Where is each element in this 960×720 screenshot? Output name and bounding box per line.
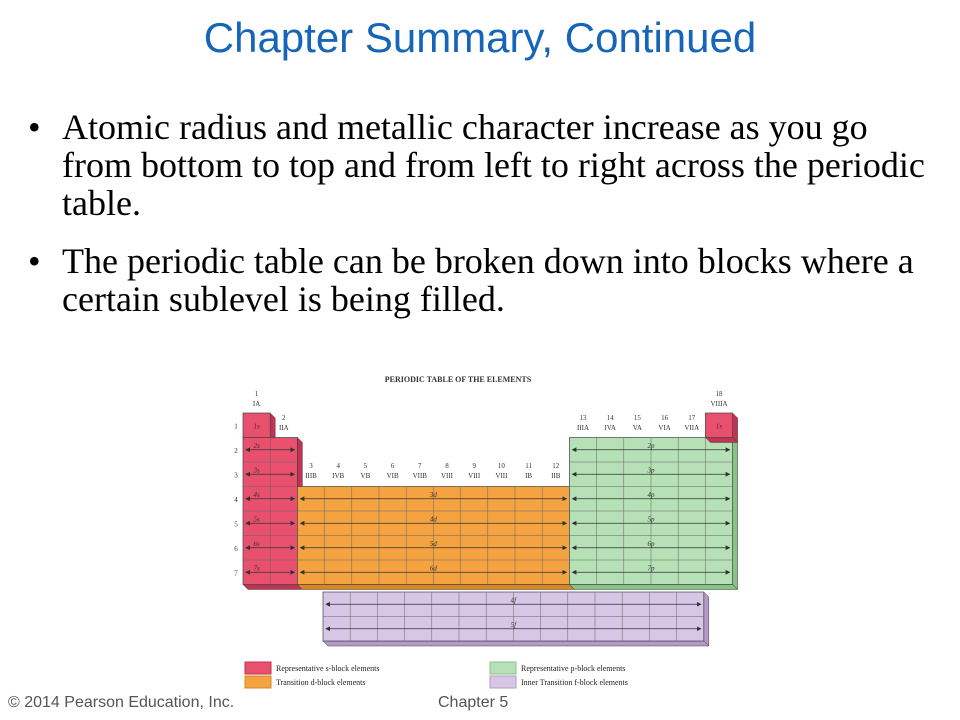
group-number-label: 11: [525, 462, 532, 470]
period-number-label: 3: [234, 471, 238, 480]
p-block-bottom: [569, 585, 737, 590]
f-block-bottom: [323, 641, 709, 646]
f-block-side: [704, 592, 709, 646]
group-number-label: 12: [552, 462, 560, 470]
group-number-label: 18: [715, 390, 723, 398]
group-roman-label: IIIB: [305, 472, 317, 480]
group-number-label: 16: [661, 414, 669, 422]
s-block-label: 6s: [253, 539, 260, 548]
legend-swatch: [245, 662, 271, 674]
group-roman-label: VB: [360, 472, 371, 480]
group-number-label: 5: [363, 462, 368, 470]
group-roman-label: VA: [632, 424, 643, 432]
group-number-label: 17: [688, 414, 696, 422]
p-block-label: 3p: [647, 466, 655, 475]
group-number-label: 6: [390, 462, 395, 470]
s-block-label: 3s: [253, 466, 260, 475]
period-number-label: 4: [234, 495, 238, 504]
group-number-label: 4: [336, 462, 340, 470]
he-block-label: 1s: [715, 422, 723, 431]
p-block-side: [733, 438, 738, 590]
bullet-text: The periodic table can be broken down into blocks where a certain sublevel is being filled.: [62, 241, 914, 319]
group-number-label: 14: [606, 414, 614, 422]
group-number-label: 2: [282, 414, 286, 422]
copyright-notice: © 2014 Pearson Education, Inc.: [8, 694, 235, 711]
chapter-label: Chapter 5: [438, 694, 509, 711]
group-roman-label: VIIA: [684, 424, 700, 432]
group-roman-label: IIB: [551, 472, 561, 480]
f-block-label: 5f: [510, 620, 517, 629]
p-block-label: 4p: [647, 490, 655, 499]
slide-title: Chapter Summary, Continued: [203, 14, 757, 61]
group-roman-label: IIIA: [576, 424, 590, 432]
group-number-label: 15: [633, 414, 641, 422]
group-number-label: 7: [418, 462, 422, 470]
bullet-dot-icon: •: [28, 107, 41, 147]
legend-label: Inner Transition f-block elements: [521, 678, 628, 687]
s-block-label: 4s: [253, 490, 260, 499]
p-block-label: 6p: [647, 539, 655, 548]
group-roman-label: VIII: [440, 472, 454, 480]
s-block-label: 1s: [253, 422, 260, 431]
period-number-label: 5: [234, 520, 238, 529]
bullet-dot-icon: •: [28, 241, 41, 281]
group-roman-label: VIII: [468, 472, 481, 480]
s-block-label: 5s: [253, 515, 260, 524]
group-number-label: 9: [472, 462, 476, 470]
f-block-label: 4f: [510, 596, 517, 605]
s-block-label: 2s: [253, 441, 260, 450]
group-roman-label: IA: [252, 400, 261, 408]
p-block-label: 5p: [647, 515, 655, 524]
group-roman-label: VIIB: [412, 472, 427, 480]
period-number-label: 2: [234, 446, 238, 455]
period-number-label: 7: [234, 569, 238, 578]
s-block-label: 7s: [253, 564, 260, 573]
group-number-label: 13: [579, 414, 587, 422]
s-block-bottom: [243, 585, 302, 590]
period-number-label: 6: [234, 544, 238, 553]
period-number-label: 1: [234, 422, 238, 431]
periodic-table-title: PERIODIC TABLE OF THE ELEMENTS: [384, 375, 532, 384]
group-roman-label: IVA: [604, 424, 616, 432]
d-block-bottom: [297, 585, 574, 590]
d-block-label: 4d: [429, 515, 437, 524]
group-number-label: 3: [309, 462, 313, 470]
group-roman-label: IVB: [332, 472, 345, 480]
legend-swatch: [245, 676, 271, 688]
legend-label: Representative p-block elements: [521, 664, 626, 673]
legend-swatch: [490, 676, 516, 688]
d-block-label: 3d: [429, 490, 437, 499]
legend-label: Representative s-block elements: [276, 664, 380, 673]
group-roman-label: IIA: [278, 424, 289, 432]
group-roman-label: VIA: [658, 424, 671, 432]
d-block: [297, 487, 574, 590]
p-block-label: 7p: [647, 564, 655, 573]
d-block-label: 5d: [429, 539, 437, 548]
group-roman-label: VIIIA: [710, 400, 728, 408]
he-cell-bottom: [705, 438, 737, 443]
group-number-label: 1: [254, 390, 259, 398]
legend-label: Transition d-block elements: [276, 678, 366, 687]
group-roman-label: IB: [525, 472, 533, 480]
s-block: [243, 438, 302, 590]
group-number-label: 8: [445, 462, 449, 470]
group-number-label: 10: [497, 462, 505, 470]
legend-swatch: [490, 662, 516, 674]
p-block-label: 2p: [647, 441, 655, 450]
bullet-text: Atomic radius and metallic character increase as you go from bottom to top and from left to right across the periodic table.: [62, 107, 925, 223]
group-roman-label: VIII: [495, 472, 508, 480]
d-block-label: 6d: [429, 564, 437, 573]
group-roman-label: VIB: [386, 472, 399, 480]
